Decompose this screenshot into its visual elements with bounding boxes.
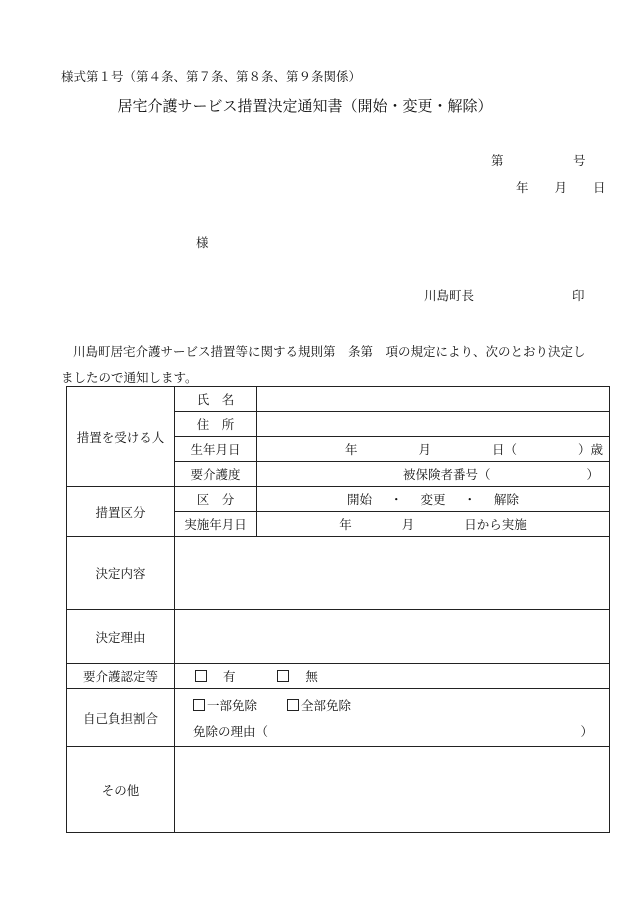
issue-date-month: 月: [554, 180, 568, 195]
exemption-reason-close: ）: [580, 723, 593, 739]
care-level-label: 要介護度: [175, 462, 257, 487]
insured-number-label: 被保険者番号（: [403, 467, 491, 482]
impl-date-field[interactable]: [257, 512, 610, 537]
decision-reason-label: 決定理由: [67, 610, 175, 664]
table-row: [67, 664, 610, 689]
other-label: その他: [67, 747, 175, 833]
decision-content-label: 決定内容: [67, 537, 175, 610]
decision-content-field[interactable]: [175, 537, 610, 610]
issue-date: [516, 178, 606, 196]
copay-label: 自己負担割合: [67, 689, 175, 747]
issuer-name: 川島町長: [424, 288, 475, 303]
recipient-label: 措置を受ける人: [67, 387, 175, 487]
kubun-change[interactable]: 変更: [420, 492, 446, 507]
impl-date-label: 実施年月日: [175, 512, 257, 537]
name-label: 氏 名: [175, 387, 257, 412]
kubun-separator: ・: [463, 492, 476, 507]
table-row: [67, 487, 610, 512]
cert-no-checkbox[interactable]: [277, 670, 289, 682]
table-row: [67, 387, 610, 412]
kubun-label: 区 分: [175, 487, 257, 512]
impl-month: 月: [401, 517, 415, 532]
dob-label: 生年月日: [175, 437, 257, 462]
cert-no-label: 無: [305, 669, 318, 684]
copay-full-checkbox[interactable]: [287, 699, 299, 711]
dob-day: 日（: [491, 442, 517, 457]
certification-options: [175, 664, 610, 689]
copay-field: [175, 689, 610, 747]
dob-month: 月: [418, 442, 431, 457]
kubun-cancel[interactable]: 解除: [493, 492, 519, 507]
copay-partial-checkbox[interactable]: [193, 699, 205, 711]
notice-form-table: [66, 386, 610, 833]
certification-label: 要介護認定等: [67, 664, 175, 689]
cert-yes-checkbox[interactable]: [195, 670, 207, 682]
name-field[interactable]: [257, 387, 610, 412]
address-field[interactable]: [257, 412, 610, 437]
decision-reason-field[interactable]: [175, 610, 610, 664]
address-label: 住 所: [175, 412, 257, 437]
document-number-suffix: 号: [573, 153, 586, 168]
document-title: 居宅介護サービス措置決定通知書（開始・変更・解除）: [117, 97, 493, 115]
issue-date-year: 年: [516, 180, 529, 195]
dob-age: ）歳: [577, 442, 603, 457]
table-row: [67, 610, 610, 664]
kubun-options[interactable]: [257, 487, 610, 512]
table-row: [67, 689, 610, 747]
seal-mark: 印: [572, 288, 585, 303]
insured-number-close: ）: [586, 467, 599, 482]
copay-partial-label: 一部免除: [207, 697, 258, 713]
impl-year: 年: [339, 517, 352, 532]
cert-yes-label: 有: [222, 669, 236, 684]
document-number-prefix: 第: [491, 153, 504, 168]
kubun-start[interactable]: 開始: [346, 492, 372, 507]
impl-day: 日から実施: [464, 517, 527, 532]
dob-year: 年: [345, 442, 358, 457]
issue-date-day: 日: [593, 180, 606, 195]
dob-field[interactable]: [257, 437, 610, 462]
form-reference: 様式第１号（第４条、第７条、第８条、第９条関係）: [61, 69, 362, 84]
copay-full-label: 全部免除: [300, 697, 351, 713]
table-row: [67, 537, 610, 610]
exemption-reason-label: 免除の理由（: [193, 723, 269, 739]
other-field[interactable]: [175, 747, 610, 833]
care-level-field[interactable]: [257, 462, 610, 487]
addressee-suffix: 様: [196, 235, 209, 250]
table-row: [67, 747, 610, 833]
kubun-separator: ・: [389, 492, 403, 507]
category-label: 措置区分: [67, 487, 175, 537]
body-text: 川島町居宅介護サービス措置等に関する規則第 条第 項の規定により、次のとおり決定しましたので通知します。: [61, 344, 586, 385]
